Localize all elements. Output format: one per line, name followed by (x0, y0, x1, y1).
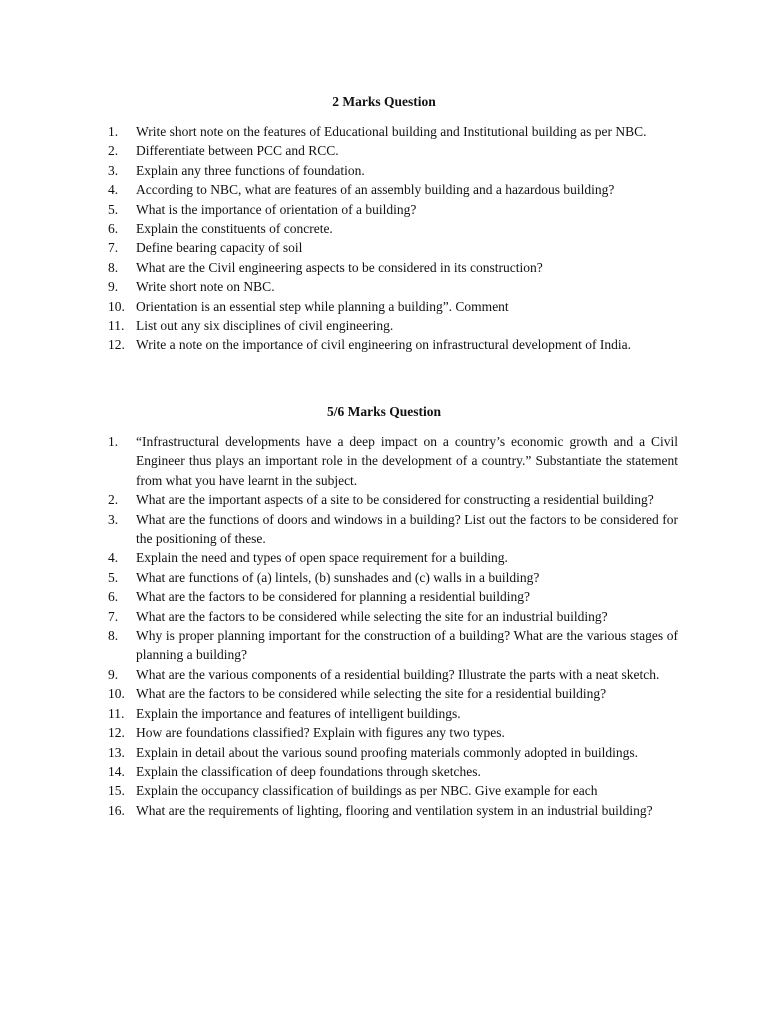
question-item (108, 141, 678, 160)
question-text: What is the importance of orientation of a building? (136, 201, 417, 217)
question-item (108, 568, 678, 587)
question-number: 1. (108, 434, 119, 449)
question-number: 6. (108, 221, 119, 237)
question-text: How are foundations classified? Explain with figures any two types. (136, 725, 505, 741)
question-item (108, 180, 678, 199)
question-number: 16. (108, 802, 125, 818)
question-text: According to NBC, what are features of an assembly building and a hazardous building? (136, 182, 615, 198)
question-text: Explain the constituents of concrete. (136, 221, 333, 237)
question-number: 10. (108, 298, 125, 314)
question-text: Explain the classification of deep foundations through sketches. (136, 763, 481, 779)
question-text: What are the Civil engineering aspects to be considered in its construction? (136, 259, 543, 275)
question-item (108, 704, 678, 723)
question-item (108, 219, 678, 238)
question-number: 15. (108, 783, 125, 799)
question-number: 1. (108, 124, 119, 139)
question-number: 2. (108, 143, 119, 159)
question-item (108, 684, 678, 703)
question-number: 3. (108, 511, 119, 527)
question-list-2-marks (108, 122, 678, 355)
question-number: 7. (108, 608, 119, 624)
question-item (108, 762, 678, 781)
question-text: What are the requirements of lighting, flooring and ventilation system in an industrial building? (136, 802, 653, 818)
question-item (108, 122, 678, 141)
question-item (108, 297, 678, 316)
question-text: “Infrastructural developments have a deep impact on a country’s economic growth and a Civil Engineer thus plays an important role in the development of a country.” Substantiate the statement from what you have learnt in the subject. (136, 434, 678, 488)
question-text: Explain the need and types of open space requirement for a building. (136, 550, 508, 566)
question-text: What are the important aspects of a site to be considered for constructing a residential building? (136, 492, 654, 508)
question-text: Orientation is an essential step while planning a building”. Comment (136, 298, 509, 314)
question-number: 8. (108, 628, 119, 644)
question-number: 8. (108, 259, 119, 275)
question-item (108, 432, 678, 490)
question-number: 5. (108, 201, 119, 217)
question-text: Differentiate between PCC and RCC. (136, 143, 339, 159)
question-item (108, 626, 678, 665)
question-number: 13. (108, 744, 125, 760)
question-item (108, 161, 678, 180)
question-item (108, 238, 678, 257)
question-number: 7. (108, 240, 119, 256)
question-number: 12. (108, 725, 125, 741)
question-text: What are the functions of doors and windows in a building? List out the factors to be considered for the positioning of these. (136, 511, 678, 547)
section-heading-2-marks: 2 Marks Question (332, 94, 436, 109)
section-heading-5-6-marks: 5/6 Marks Question (326, 404, 441, 419)
question-item (108, 316, 678, 335)
question-text: Why is proper planning important for the construction of a building? What are the various stages of planning a building? (136, 628, 678, 663)
question-item (108, 548, 678, 567)
question-item (108, 781, 678, 800)
question-text: Write short note on the features of Educational building and Institutional building as per NBC. (136, 124, 647, 139)
question-item (108, 335, 678, 354)
question-number: 5. (108, 569, 119, 585)
question-text: What are the various components of a residential building? Illustrate the parts with a neat sketch. (136, 666, 660, 682)
question-text: Explain the occupancy classification of buildings as per NBC. Give example for each (136, 783, 598, 799)
question-item (108, 258, 678, 277)
question-item (108, 743, 678, 762)
question-number: 3. (108, 162, 119, 178)
question-item (108, 665, 678, 684)
question-text: Write a note on the importance of civil engineering on infrastructural development of India. (136, 337, 632, 353)
question-number: 4. (108, 550, 119, 566)
question-number: 9. (108, 666, 119, 682)
question-number: 2. (108, 492, 119, 508)
question-item (108, 587, 678, 606)
question-item (108, 200, 678, 219)
question-number: 6. (108, 589, 119, 605)
question-number: 4. (108, 182, 119, 198)
question-text: Write short note on NBC. (136, 279, 275, 295)
question-text: List out any six disciplines of civil engineering. (136, 318, 394, 334)
question-item (108, 510, 678, 549)
question-item (108, 607, 678, 626)
question-number: 11. (108, 705, 125, 721)
question-item (108, 277, 678, 296)
question-list-5-6-marks (108, 432, 678, 820)
question-item (108, 801, 678, 820)
question-text: Explain the importance and features of intelligent buildings. (136, 705, 461, 721)
question-text: What are the factors to be considered for planning a residential building? (136, 589, 530, 605)
question-number: 14. (108, 763, 125, 779)
question-number: 10. (108, 686, 125, 702)
question-number: 12. (108, 337, 125, 353)
question-text: Explain any three functions of foundation. (136, 162, 365, 178)
question-item (108, 490, 678, 509)
question-item (108, 723, 678, 742)
question-text: What are the factors to be considered while selecting the site for a residential building? (136, 686, 607, 702)
question-text: What are the factors to be considered while selecting the site for an industrial building? (136, 608, 608, 624)
question-text: Explain in detail about the various sound proofing materials commonly adopted in buildings. (136, 744, 639, 760)
question-text: What are functions of (a) lintels, (b) sunshades and (c) walls in a building? (136, 569, 540, 585)
question-number: 11. (108, 318, 125, 334)
question-number: 9. (108, 279, 119, 295)
question-text: Define bearing capacity of soil (136, 240, 303, 256)
